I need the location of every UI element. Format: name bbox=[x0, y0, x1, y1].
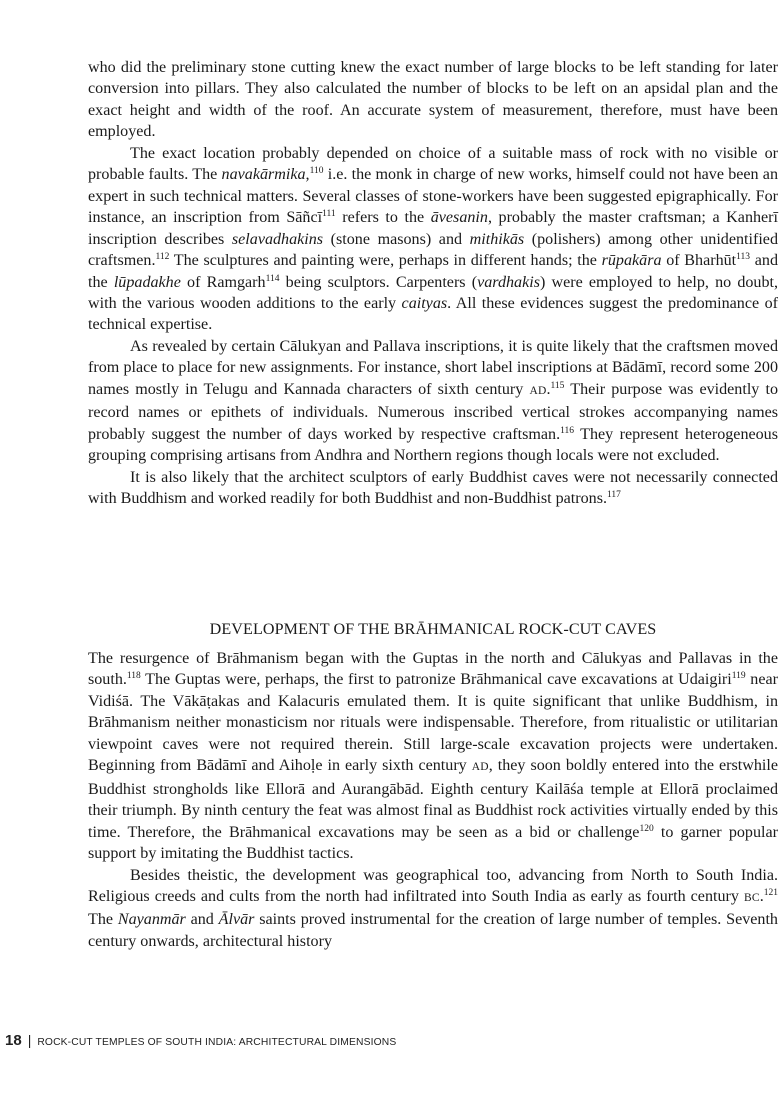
text-run: , probably the master craftsman; a Kanherī inscription describes bbox=[88, 209, 779, 248]
running-title: ROCK-CUT TEMPLES OF SOUTH INDIA: ARCHITECTURAL DIMENSIONS bbox=[37, 1037, 397, 1048]
text-run: to garner popular support by imitating the Buddhist tactics. bbox=[88, 823, 778, 863]
italic-term: āvesanin bbox=[430, 209, 488, 227]
text-run: The Guptas were, perhaps, the first to patronize Brāhmanical cave excavations at Udaigiri bbox=[140, 671, 732, 689]
italic-term: Nayanmār bbox=[117, 911, 186, 929]
footnote-ref: 113 bbox=[736, 252, 751, 263]
text-run: of Bharhūt bbox=[661, 252, 737, 270]
text-run: AD bbox=[529, 384, 547, 397]
text-run: The resurgence of Brāhmanism began with the Guptas in the north and Cālukyas and Pallavas in the south. bbox=[88, 650, 778, 689]
italic-term: Ālvār bbox=[218, 911, 255, 929]
text-run: . bbox=[759, 887, 764, 905]
section-heading: DEVELOPMENT OF THE BRĀHMANICAL ROCK-CUT CAVES bbox=[209, 621, 657, 638]
text-run: being sculptors. Carpenters ( bbox=[279, 273, 478, 291]
text-run: ) were employed to help, no doubt, with the various wooden additions to the early bbox=[88, 273, 779, 312]
paragraph bbox=[88, 336, 778, 467]
text-run: BC bbox=[743, 891, 760, 904]
paragraph bbox=[88, 57, 778, 143]
footnote-ref: 120 bbox=[639, 823, 654, 834]
text-run: Their purpose was evidently to record names or epithets of individuals. Numerous inscribed vertical strokes accompanying names probably suggest the number of days worked by respective craftsman. bbox=[88, 380, 778, 443]
body-text-bottom bbox=[88, 648, 778, 952]
text-run: and the bbox=[88, 252, 778, 291]
italic-term: lūpadakhe bbox=[113, 273, 181, 291]
text-run: i.e. the monk in charge of new works, himself could not have been an expert in such technical matters. Several classes of stone-workers have been suggested epigraphically. For instance, an inscription from Sāñcī bbox=[88, 166, 779, 227]
italic-term: rūpakāra bbox=[601, 252, 662, 270]
text-run: saints proved instrumental for the creation of large number of temples. Seventh century onwards, architectural history bbox=[88, 911, 778, 950]
footnote-ref: 116 bbox=[560, 425, 575, 436]
text-run: . All these evidences suggest the predominance of technical expertise. bbox=[88, 294, 778, 334]
text-run: (polishers) among other unidentified craftsmen. bbox=[88, 230, 778, 270]
paragraph bbox=[88, 143, 778, 336]
text-run: (stone masons) and bbox=[323, 230, 470, 248]
italic-term: vardhakis bbox=[477, 273, 540, 291]
text-run: It is also likely that the architect sculptors of early Buddhist caves were not necessarily connected with Buddhism and worked readily for both Buddhist and non-Buddhist patrons. bbox=[88, 468, 778, 508]
text-run: Besides theistic, the development was geographical too, advancing from North to South India. Religious creeds and cults from the north had infiltrated into South India as early as fourth century bbox=[88, 866, 778, 905]
text-run: They represent heterogeneous grouping comprising artisans from Andhra and Northern regions though locals were not excluded. bbox=[88, 425, 778, 465]
text-run: The bbox=[88, 911, 118, 929]
text-run: The exact location probably depended on choice of a suitable mass of rock with no visible or probable faults. The bbox=[88, 144, 778, 184]
footnote-ref: 121 bbox=[763, 887, 778, 898]
italic-term: mithikās bbox=[469, 230, 525, 248]
footnote-ref: 117 bbox=[606, 490, 621, 501]
footnote-ref: 118 bbox=[126, 671, 141, 682]
italic-term: caityas bbox=[401, 294, 448, 312]
text-run: . bbox=[546, 380, 551, 398]
footnote-ref: 115 bbox=[550, 380, 565, 391]
italic-term: selavadhakins bbox=[231, 230, 324, 248]
text-run: As revealed by certain Cālukyan and Pallava inscriptions, it is quite likely that the craftsmen moved from place to place for new assignments. For instance, short label inscriptions at Bādāmī, record some 200 names mostly in Telugu and Kannada characters of sixth century bbox=[88, 337, 778, 398]
footnote-ref: 111 bbox=[322, 209, 336, 220]
text-run: who did the preliminary stone cutting knew the exact number of large blocks to be left standing for later conversion into pillars. They also calculated the number of blocks to be left on an apsidal plan and the exact height and width of the roof. An accurate system of measurement, therefore, must have been employed. bbox=[88, 59, 778, 141]
footnote-ref: 110 bbox=[309, 166, 324, 177]
text-run: The sculptures and painting were, perhaps in different hands; the bbox=[169, 252, 602, 270]
paragraph bbox=[88, 467, 778, 510]
page-number: 18 bbox=[5, 1032, 22, 1049]
text-run: AD bbox=[471, 761, 489, 774]
text-run: and bbox=[185, 911, 219, 929]
body-text-top bbox=[88, 57, 778, 510]
text-run: refers to the bbox=[335, 209, 431, 227]
italic-term: navakārmika, bbox=[221, 166, 310, 184]
paragraph bbox=[88, 865, 778, 953]
footnote-ref: 114 bbox=[265, 273, 280, 284]
paragraph bbox=[88, 648, 778, 865]
footnote-ref: 112 bbox=[155, 252, 170, 263]
footnote-ref: 119 bbox=[731, 671, 746, 682]
text-run: near Vidiśā. The Vākāṭakas and Kalacuris emulated them. It is quite significant that unlike Buddhism, in Brāhmanism neither monasticism nor rituals were indispensable. Therefore, from ritualistic or utilitarian viewpoint caves were not required therein. Still large-scale excavation projects were undertaken. Beginning from Bādāmī and Aihoḷe in early sixth century bbox=[88, 671, 778, 775]
page-footer bbox=[5, 1032, 775, 1050]
footer-separator: | bbox=[27, 1032, 32, 1048]
text-run: , they soon boldly entered into the erstwhile Buddhist strongholds like Ellorā and Aurangābād. Eighth century Kailāśa temple at Ellorā proclaimed their triumph. By ninth century the feat was almost final as Buddhist rock activities virtually ended by this time. Therefore, the Brāhmanical excavations may be seen as a bid or challenge bbox=[88, 757, 778, 841]
text-run: of Ramgarh bbox=[180, 273, 266, 291]
